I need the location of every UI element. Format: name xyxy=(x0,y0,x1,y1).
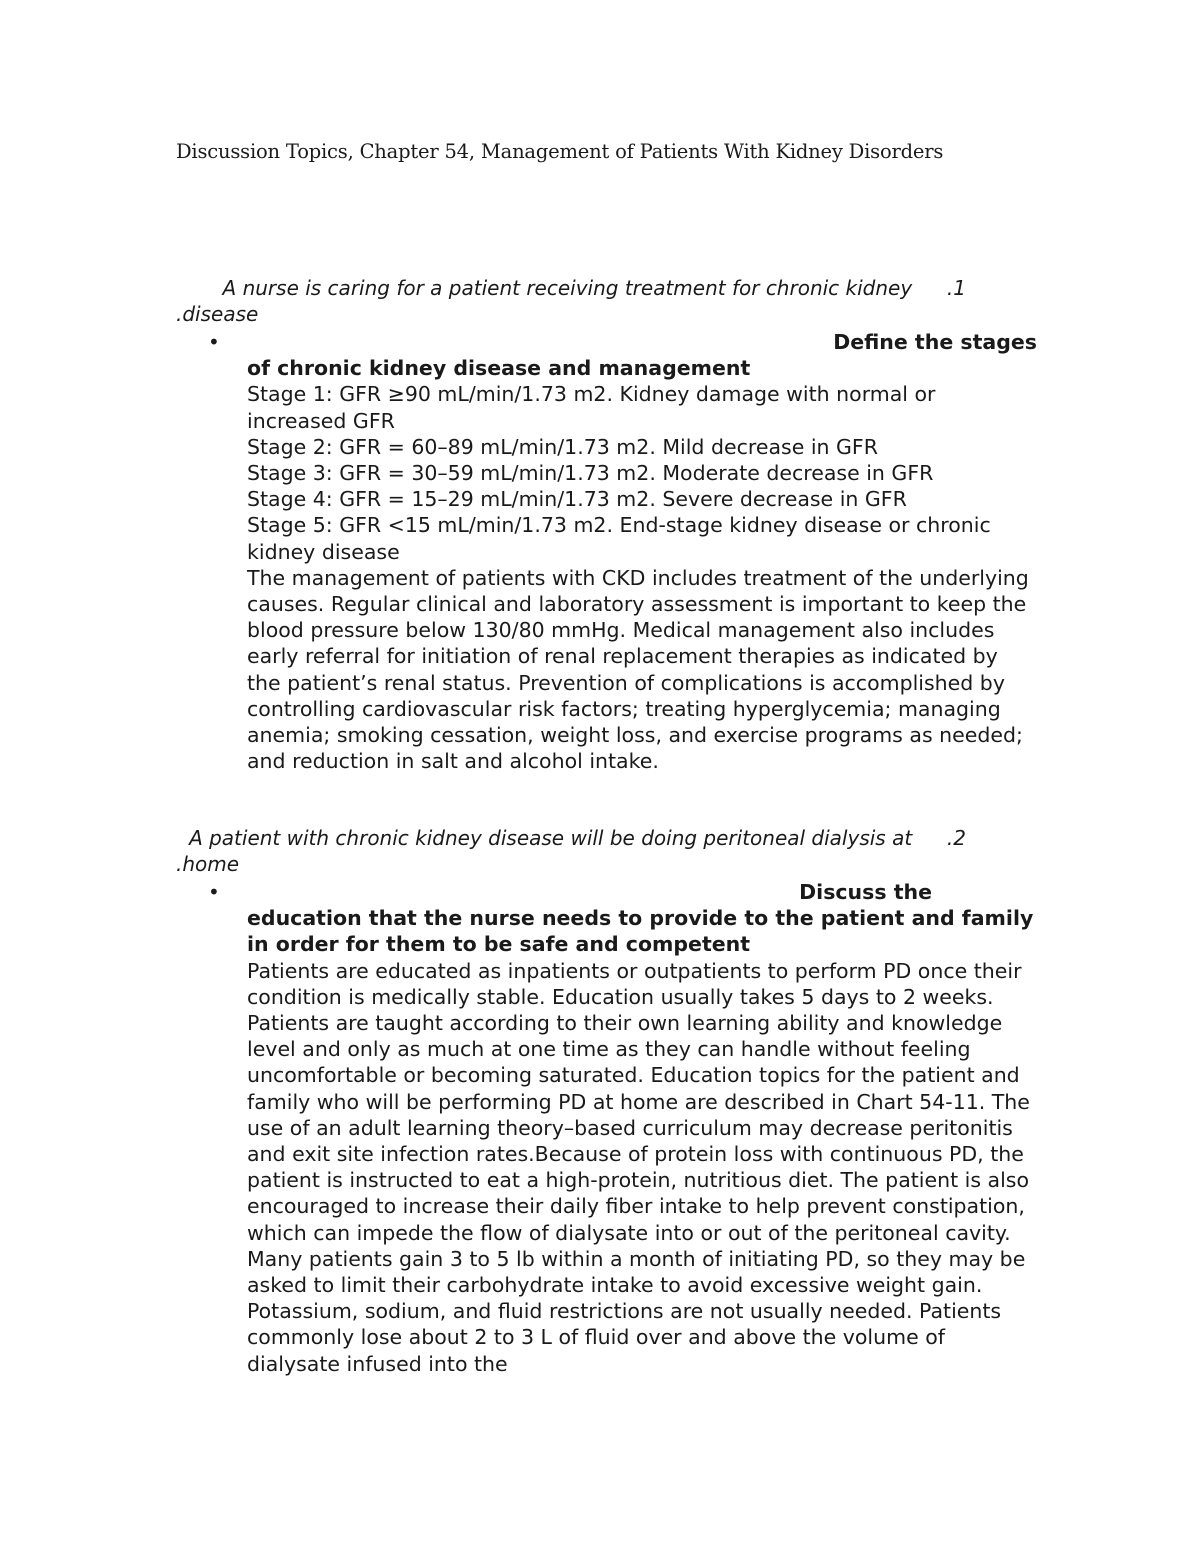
education-paragraph: Patients are educated as inpatients or outpatients to perform PD once their condition is medically stable. Education usually takes 5 days to 2 weeks. Patients are taught according to their own learning ability and knowledge level and only as much at one time as they can handle without feeling uncomfortable or becoming saturated. Education topics for the patient and family who will be performing PD at home are described in Chart 54-11. The use of an adult learning theory–based curriculum may decrease peritonitis and exit site infection rates.Because of protein loss with continuous PD, the patient is instructed to eat a high-protein, nutritious diet. The patient is also encouraged to increase their daily fiber intake to help prevent constipation, which can impede the flow of dialysate into or out of the peritoneal cavity. Many patients gain 3 to 5 lb within a month of initiating PD, so they may be asked to limit their carbohydrate intake to avoid excessive weight gain. Potassium, sodium, and fluid restrictions are not usually needed. Patients commonly lose about 2 to 3 L of fluid over and above the volume of dialysate infused into the xyxy=(247,958,1030,1376)
question-2-text: A patient with chronic kidney disease will be doing peritoneal dialysis at xyxy=(189,826,913,850)
question-2-number: .2 xyxy=(946,826,966,850)
question-2-answer-block xyxy=(247,879,1037,1377)
bullet-icon: • xyxy=(208,880,220,904)
stage-3-text: Stage 3: GFR = 30–59 mL/min/1.73 m2. Moderate decrease in GFR xyxy=(247,461,934,486)
question-2-prompt-first: Discuss the xyxy=(799,880,932,904)
question-1-text: A nurse is caring for a patient receiving treatment for chronic kidney xyxy=(222,276,913,300)
question-1-answer-block xyxy=(247,329,1037,774)
question-2-line1 xyxy=(176,826,966,850)
stage-2-text: Stage 2: GFR = 60–89 mL/min/1.73 m2. Mild decrease in GFR xyxy=(247,434,878,459)
bullet-icon: • xyxy=(208,330,220,354)
question-1-prompt-first: Define the stages xyxy=(833,330,1037,354)
question-1-prompt-rest: of chronic kidney disease and management xyxy=(247,356,751,381)
question-2-prompt-rest: education that the nurse needs to provide to the patient and family in order for them to be safe and competent xyxy=(247,906,1034,957)
question-1-number: .1 xyxy=(946,276,966,300)
management-paragraph: The management of patients with CKD includes treatment of the underlying causes. Regular clinical and laboratory assessment is important to keep the blood pressure below 130/80 mmHg. Medical management also includes early referral for initiation of renal replacement therapies as indicated by the patient’s renal status. Prevention of complications is accomplished by controlling cardiovascular risk factors; treating hyperglycemia; managing anemia; smoking cessation, weight loss, and exercise programs as needed; and reduction in salt and alcohol intake. xyxy=(247,565,1029,774)
question-2-line2: .home xyxy=(176,852,240,876)
question-1-line2: .disease xyxy=(176,302,259,326)
stage-4-text: Stage 4: GFR = 15–29 mL/min/1.73 m2. Severe decrease in GFR xyxy=(247,487,907,512)
page-title: Discussion Topics, Chapter 54, Management of Patients With Kidney Disorders xyxy=(176,140,944,163)
question-1-line1 xyxy=(176,276,966,300)
stage-1-text: Stage 1: GFR ≥90 mL/min/1.73 m2. Kidney damage with normal or increased GFR xyxy=(247,382,936,433)
stage-5-text: Stage 5: GFR <15 mL/min/1.73 m2. End-stage kidney disease or chronic kidney disease xyxy=(247,513,991,564)
